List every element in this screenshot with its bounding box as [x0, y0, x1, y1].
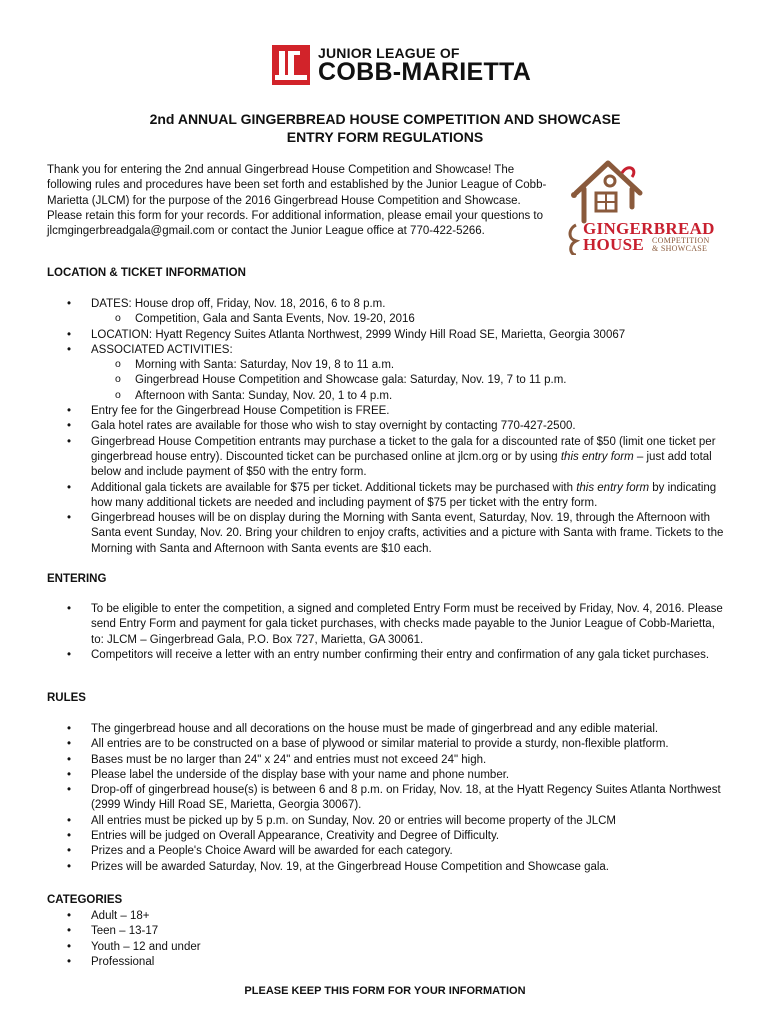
location-heading: LOCATION & TICKET INFORMATION: [47, 267, 246, 279]
categories-heading: CATEGORIES: [47, 894, 123, 906]
list-item: • Entry fee for the Gingerbread House Competition is FREE.: [47, 404, 727, 419]
list-item: • Youth – 12 and under: [47, 940, 727, 955]
list-item: • The gingerbread house and all decorations on the house must be made of gingerbread and any edible material.: [47, 722, 727, 737]
entrant-ticket-text-end: – just add total below and include payment of $50 with the entry form.: [91, 450, 712, 479]
list-item: • Professional: [47, 955, 727, 970]
categories-list: [47, 909, 727, 970]
list-item: • All entries must be picked up by 5 p.m. on Sunday, Nov. 20 or entries will become property of the JLCM: [47, 814, 727, 829]
list-item: [47, 435, 727, 481]
additional-ticket-text-end: by indicating how many additional tickets are needed and including payment of $75 per ticket with the entry form.: [91, 481, 717, 509]
list-item: • Prizes will be awarded Saturday, Nov. 19, at the Gingerbread House Competition and Showcase gala.: [47, 860, 727, 875]
gb-logo-word4: & SHOWCASE: [652, 244, 708, 253]
gb-logo-word3: COMPETITION: [652, 236, 710, 245]
dates-text: DATES: House drop off, Friday, Nov. 18, 2016, 6 to 8 p.m.: [91, 298, 386, 310]
logo-line1: JUNIOR LEAGUE OF: [318, 45, 460, 61]
list-item: • Gala hotel rates are available for those who wish to stay overnight by contacting 770-427-2500.: [47, 419, 727, 434]
document-title: 2nd ANNUAL GINGERBREAD HOUSE COMPETITION AND SHOWCASE: [149, 111, 621, 127]
sublist-item: o Afternoon with Santa: Sunday, Nov. 20, 1 to 4 p.m.: [91, 389, 727, 404]
additional-ticket-text: Additional gala tickets are available for $75 per ticket. Additional tickets may be purchased with: [91, 481, 577, 494]
document-subtitle: ENTRY FORM REGULATIONS: [286, 129, 484, 145]
activities-sublist: [91, 358, 727, 404]
rules-list: [47, 722, 727, 875]
gb-logo-word1: GINGERBREAD: [583, 219, 715, 238]
jl-logo-icon: [272, 45, 310, 85]
footer-note: PLEASE KEEP THIS FORM FOR YOUR INFORMATION: [244, 985, 526, 997]
list-item: • Prizes and a People's Choice Award will be awarded for each category.: [47, 844, 727, 859]
activities-text: ASSOCIATED ACTIVITIES:: [91, 343, 233, 356]
junior-league-logo: [272, 45, 532, 87]
sublist-item: o Morning with Santa: Saturday, Nov 19, 8 to 11 a.m.: [91, 358, 727, 373]
additional-ticket-emphasis: this entry form: [576, 481, 650, 494]
intro-paragraph: Thank you for entering the 2nd annual Gingerbread House Competition and Showcase! The following rules and procedures have been set forth and established by the Junior League of Cobb-Marietta (JLCM) for the purpose of the 2016 Gingerbread House Competition and Showcase. Please retain this form for your records. For additional information, please email your questions to jlcmgingerbreadgala@gmail.com or contact the Junior League office at 770-422-5266.: [47, 164, 547, 238]
dates-sublist: [91, 312, 727, 327]
list-item: • Bases must be no larger than 24" x 24" and entries must not exceed 24" high.: [47, 753, 727, 768]
list-item: • Competitors will receive a letter with an entry number confirming their entry and confirmation of any gala ticket purchases.: [47, 648, 727, 663]
list-item: • To be eligible to enter the competition, a signed and completed Entry Form must be received by Friday, Nov. 4, 2016. Please send Entry Form and payment for gala ticket purchases, with checks made payable to the Junior League of Cobb-Marietta, to: JLCM – Gingerbread Gala, P.O. Box 727, Marietta, GA 30061.: [47, 602, 727, 648]
list-item: • Drop-off of gingerbread house(s) is between 6 and 8 p.m. on Friday, Nov. 18, at the Hyatt Regency Suites Atlanta Northwest (2999 Windy Hill Road SE, Marietta, Georgia 30067).: [47, 783, 727, 814]
list-item: • Adult – 18+: [47, 909, 727, 924]
entering-heading: ENTERING: [47, 573, 107, 585]
gb-logo-word2: HOUSE: [583, 235, 645, 254]
gingerbread-house-logo: [566, 155, 726, 255]
entrant-ticket-text: Gingerbread House Competition entrants may purchase a ticket to the gala for a discounted rate of $50 (limit one ticket per gingerbread house entry). Discounted ticket can be purchased online at jlcm.org or by using: [91, 435, 716, 463]
list-item: • All entries are to be constructed on a base of plywood or similar material to provide a sturdy, non-flexible platform.: [47, 737, 727, 752]
list-item: • Entries will be judged on Overall Appearance, Creativity and Degree of Difficulty.: [47, 829, 727, 844]
list-item: [47, 343, 727, 404]
list-item: [47, 481, 727, 512]
list-item: • LOCATION: Hyatt Regency Suites Atlanta Northwest, 2999 Windy Hill Road SE, Marietta, Georgia 30067: [47, 328, 727, 343]
list-item: • Please label the underside of the display base with your name and phone number.: [47, 768, 727, 783]
location-list: [47, 297, 727, 557]
entrant-ticket-emphasis: this entry form: [560, 450, 634, 463]
sublist-item: o Gingerbread House Competition and Showcase gala: Saturday, Nov. 19, 7 to 11 p.m.: [91, 373, 727, 388]
entering-list: [47, 602, 727, 663]
rules-heading: RULES: [47, 692, 86, 704]
list-item: • Teen – 13-17: [47, 924, 727, 939]
logo-line2: COBB-MARIETTA: [318, 58, 532, 86]
list-item: [47, 297, 727, 328]
sublist-item: o Competition, Gala and Santa Events, Nov. 19-20, 2016: [91, 312, 727, 327]
list-item: • Gingerbread houses will be on display during the Morning with Santa event, Saturday, Nov. 19, through the Afternoon with Santa event Sunday, Nov. 20. Bring your children to enjoy crafts, activities and a picture with Santa with frame. Tickets to the Morning with Santa and Afternoon with Santa events are $10 each.: [47, 511, 727, 557]
